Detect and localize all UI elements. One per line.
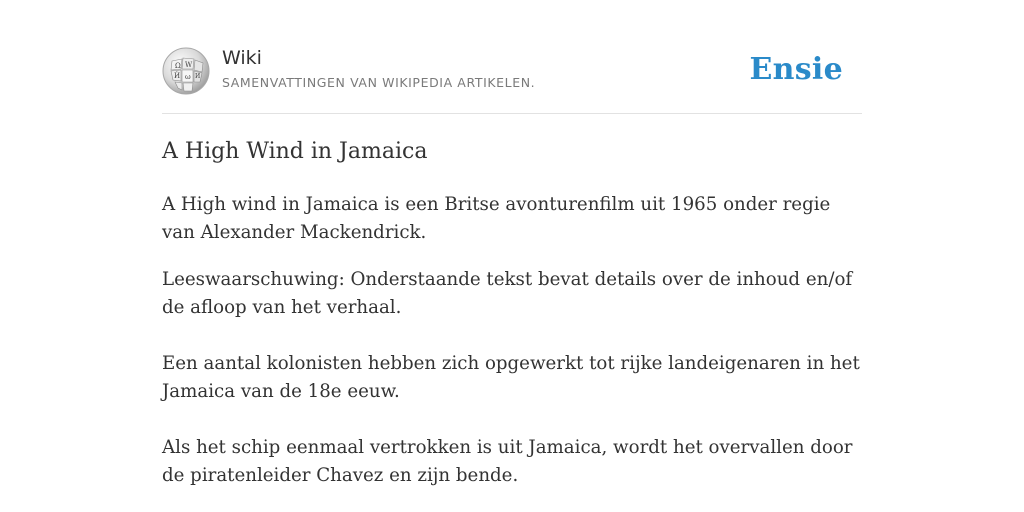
svg-text:W: W (185, 61, 193, 69)
spoiler-warning: Leeswaarschuwing: Onderstaande tekst bevat details over de inhoud en/of de afloop van het verhaal. (162, 269, 853, 318)
article-paragraph: Als het schip eenmaal vertrokken is uit Jamaica, wordt het overvallen door de piratenleider Chavez en zijn bende. (162, 437, 853, 486)
svg-text:И: И (195, 73, 201, 80)
article-paragraph: Een aantal kolonisten hebben zich opgewerkt tot rijke landeigenaren in het Jamaica van de 18e eeuw. (162, 353, 860, 402)
article-intro: A High wind in Jamaica is een Britse avonturenfilm uit 1965 onder regie van Alexander Mackendrick. (162, 194, 831, 243)
svg-text:Ω: Ω (175, 62, 181, 70)
ensie-logo[interactable]: Ensie (749, 52, 843, 87)
svg-text:ω: ω (185, 73, 191, 81)
wikipedia-globe-icon[interactable] (162, 47, 210, 95)
site-name[interactable]: Wiki (222, 47, 262, 69)
site-header (162, 44, 862, 114)
article (162, 134, 862, 490)
svg-text:Ѝ: Ѝ (174, 72, 181, 80)
site-tagline: SAMENVATTINGEN VAN WIKIPEDIA ARTIKELEN. (222, 75, 536, 90)
article-title: A High Wind in Jamaica (162, 139, 428, 164)
